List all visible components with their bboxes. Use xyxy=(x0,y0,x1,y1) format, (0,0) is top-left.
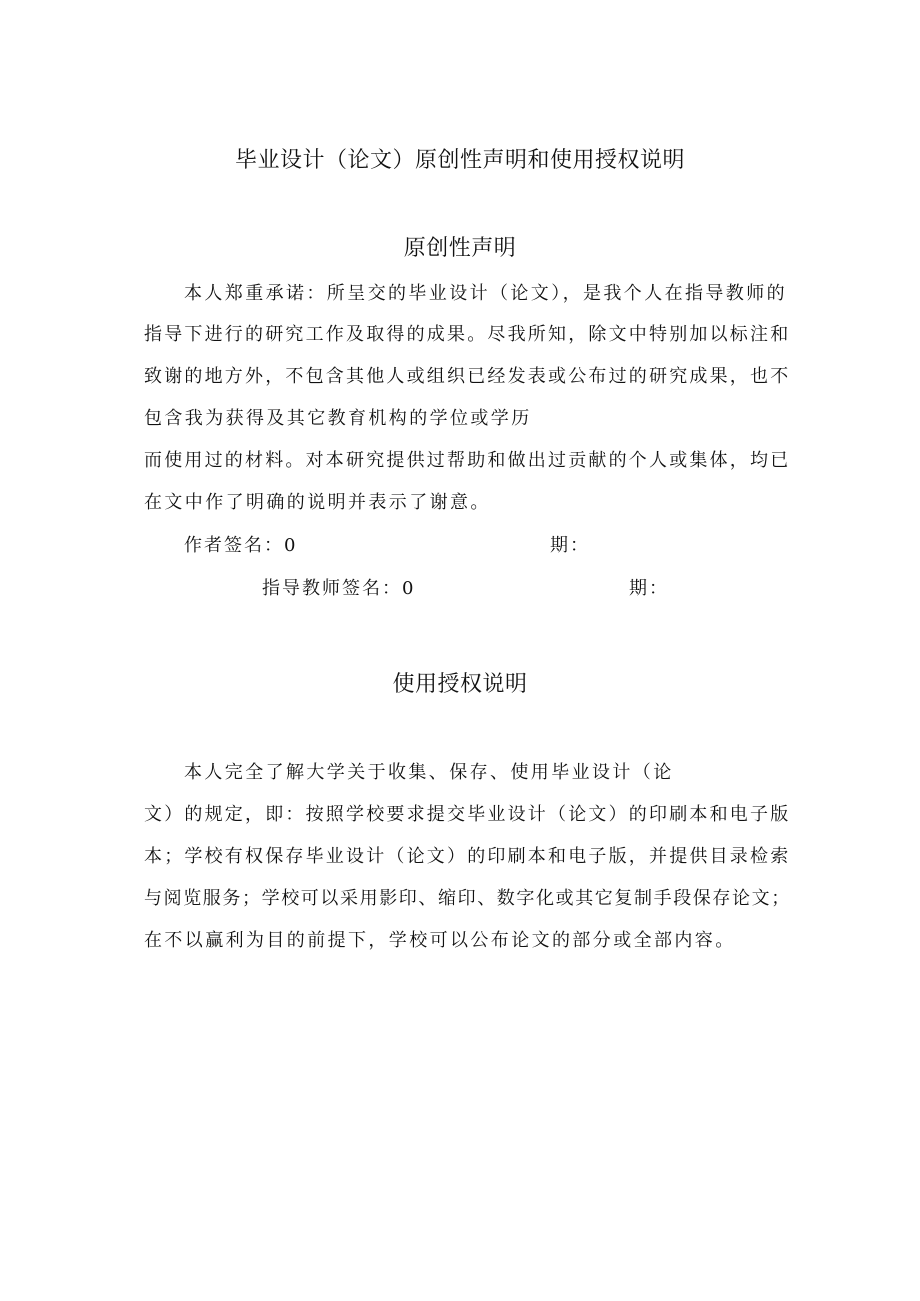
paragraph-line: 本人完全了解大学关于收集、保存、使用毕业设计（论 xyxy=(184,762,674,783)
paragraph-line: 在文中作了明确的说明并表示了谢意。 xyxy=(144,492,491,513)
paragraph-line: 在不以赢利为目的前提下，学校可以公布论文的部分或全部内容。 xyxy=(144,930,736,951)
paragraph-line: 与阅览服务；学校可以采用影印、缩印、数字化或其它复制手段保存论文； xyxy=(144,888,791,909)
paragraph-line: 本人郑重承诺：所呈交的毕业设计（论文），是我个人在指导教师的 xyxy=(184,283,787,304)
paragraph-line: 本；学校有权保存毕业设计（论文）的印刷本和电子版，并提供目录检索 xyxy=(144,846,791,867)
paragraph-line: 致谢的地方外，不包含其他人或组织已经发表或公布过的研究成果，也不 xyxy=(144,366,791,387)
paragraph-line: 包含我为获得及其它教育机构的学位或学历 xyxy=(144,408,532,429)
paragraph-line: 文）的规定，即：按照学校要求提交毕业设计（论文）的印刷本和电子版 xyxy=(144,804,791,825)
author-date-label: 期： xyxy=(550,535,590,556)
originality-heading: 原创性声明 xyxy=(403,236,517,261)
paragraph-line: 指导下进行的研究工作及取得的成果。尽我所知，除文中特别加以标注和 xyxy=(144,324,791,345)
paragraph-line: 而使用过的材料。对本研究提供过帮助和做出过贡献的个人或集体，均已 xyxy=(144,450,791,471)
author-signature-label: 作者签名：0 xyxy=(184,535,298,556)
advisor-date-label: 期： xyxy=(629,578,669,599)
advisor-signature-label: 指导教师签名：0 xyxy=(262,578,416,599)
authorization-heading: 使用授权说明 xyxy=(392,672,528,697)
main-title: 毕业设计（论文）原创性声明和使用授权说明 xyxy=(234,148,685,173)
